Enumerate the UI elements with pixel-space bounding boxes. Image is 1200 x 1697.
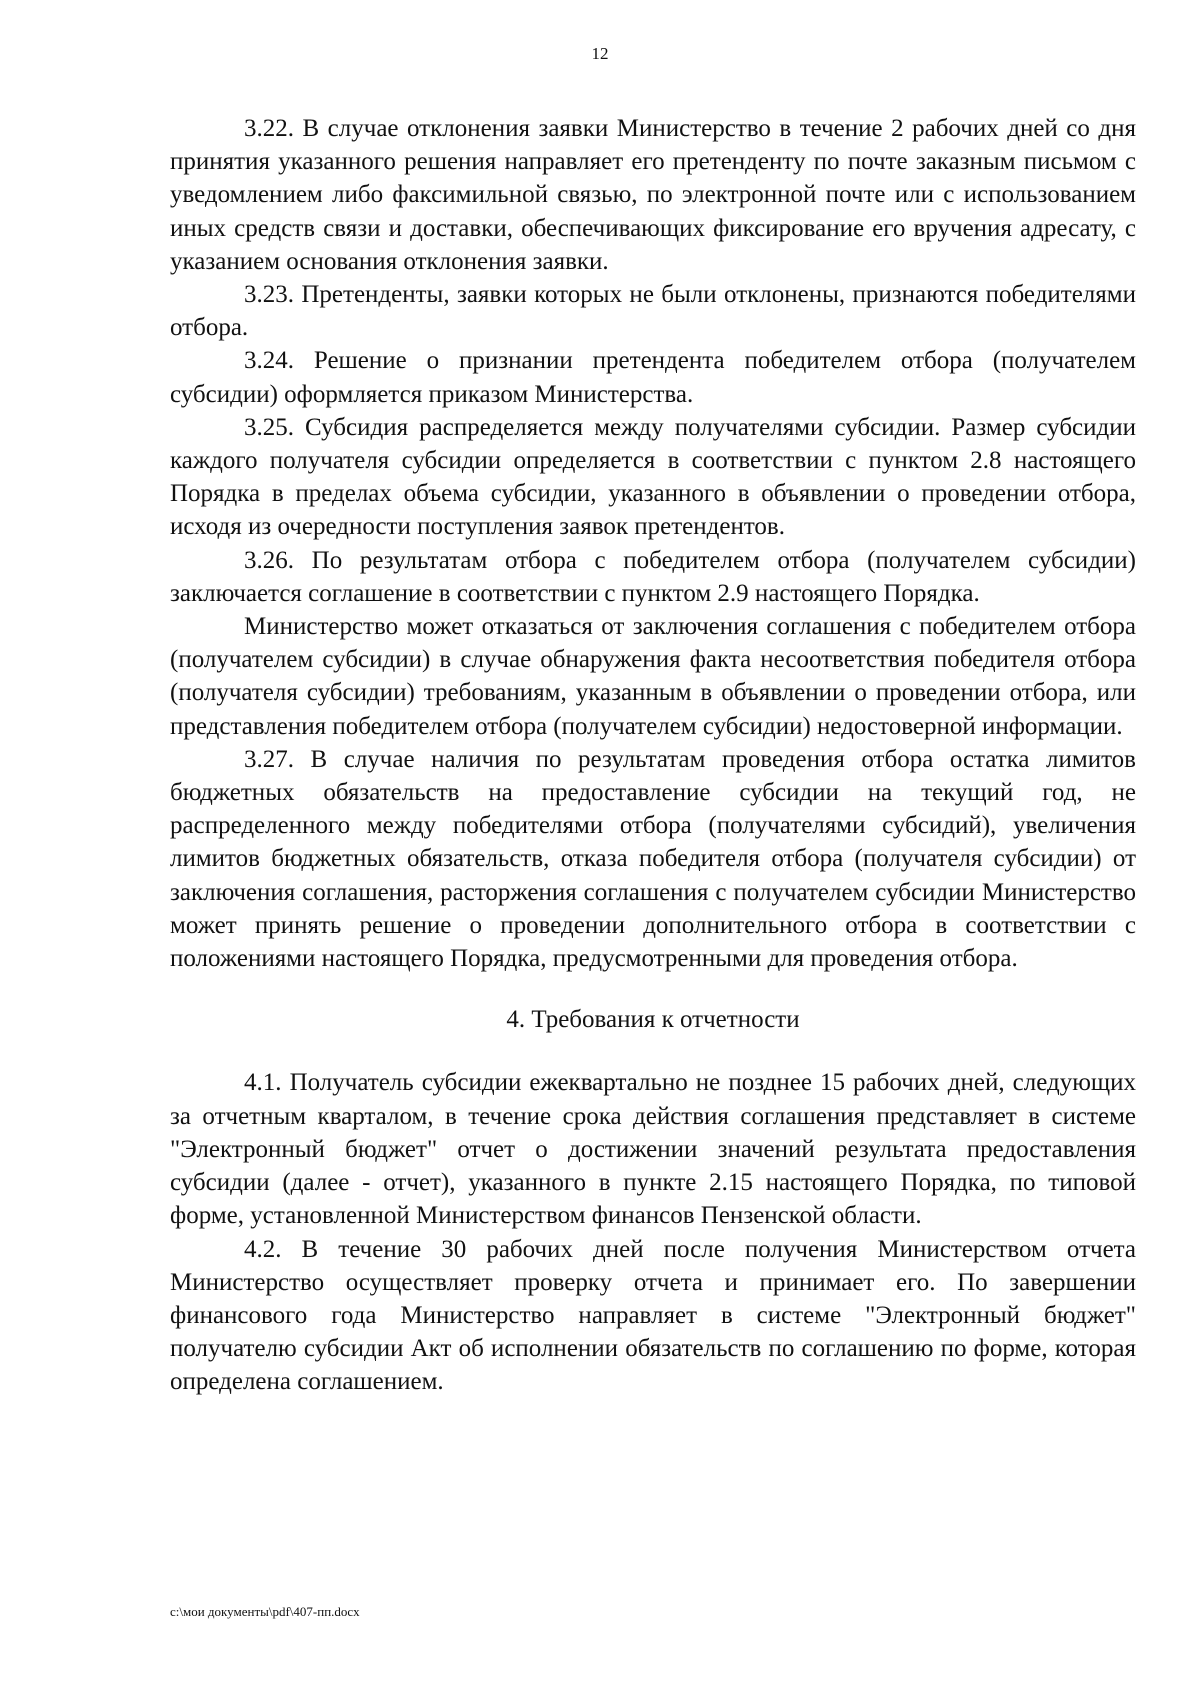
- paragraph-4-2: 4.2. В течение 30 рабочих дней после получения Министерством отчета Министерство осуществляет проверку отчета и принимает его. По завершении финансового года Министерство направляет в системе "Электронный бюджет" получателю субсидии Акт об исполнении обязательств по соглашению по форме, которая определена соглашением.: [170, 1235, 1136, 1396]
- paragraph-3-25: 3.25. Субсидия распределяется между получателями субсидии. Размер субсидии каждого получателя субсидии определяется в соответствии с пунктом 2.8 настоящего Порядка в пределах объема субсидии, указанного в объявлении о проведении отбора, исходя из очередности поступления заявок претендентов.: [170, 413, 1136, 541]
- paragraph-3-22: 3.22. В случае отклонения заявки Министерство в течение 2 рабочих дней со дня принятия указанного решения направляет его претенденту по почте заказным письмом с уведомлением либо факсимильной связью, по электронной почте или с использованием иных средств связи и доставки, обеспечивающих фиксирование его вручения адресату, с указанием основания отклонения заявки.: [170, 115, 1136, 275]
- paragraph-3-27: 3.27. В случае наличия по результатам проведения отбора остатка лимитов бюджетных обязательств на предоставление субсидии на текущий год, не распределенного между победителями отбора (получателями субсидий), увеличения лимитов бюджетных обязательств, отказа победителя отбора (получателя субсидии) от заключения соглашения, расторжения соглашения с получателем субсидии Министерство может принять решение о проведении дополнительного отбора в соответствии с положениями настоящего Порядка, предусмотренными для проведения отбора.: [170, 745, 1136, 973]
- paragraph-3-23: 3.23. Претенденты, заявки которых не были отклонены, признаются победителями отбора.: [170, 281, 1136, 342]
- paragraph-3-26-continued: Министерство может отказаться от заключения соглашения с победителем отбора (получателем субсидии) в случае обнаружения факта несоответствия победителя отбора (получателя субсидии) требованиям, указанным в объявлении о проведении отбора, или представления победителем отбора (получателем субсидии) недостоверной информации.: [170, 613, 1136, 740]
- paragraph-3-26: 3.26. По результатам отбора с победителем отбора (получателем субсидии) заключается соглашение в соответствии с пунктом 2.9 настоящего Порядка.: [170, 546, 1136, 607]
- footer-file-path: c:\мои документы\pdf\407-пп.docx: [170, 1604, 360, 1619]
- section-4-heading: 4. Требования к отчетности: [506, 1006, 800, 1034]
- paragraph-3-24: 3.24. Решение о признании претендента победителем отбора (получателем субсидии) оформляется приказом Министерства.: [170, 347, 1136, 408]
- paragraph-4-1: 4.1. Получатель субсидии ежеквартально не позднее 15 рабочих дней, следующих за отчетным кварталом, в течение срока действия соглашения представляет в системе "Электронный бюджет" отчет о достижении значений результата предоставления субсидии (далее - отчет), указанного в пункте 2.15 настоящего Порядка, по типовой форме, установленной Министерством финансов Пензенской области.: [170, 1069, 1136, 1230]
- page-number: 12: [591, 44, 609, 63]
- document-body: [170, 112, 1136, 1399]
